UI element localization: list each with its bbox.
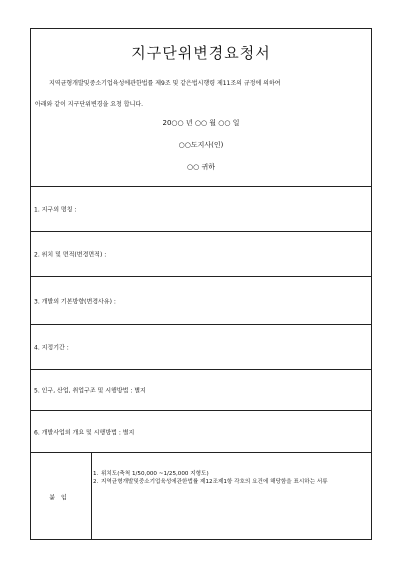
field-row-direction xyxy=(31,277,371,325)
attachments-section xyxy=(31,453,371,540)
intro-line-1: 지역균형개발및중소기업육성에관한법률 제9조 및 같은법시행령 제11조의 규정에 의하여 xyxy=(49,80,281,87)
attachments-label-cell xyxy=(31,453,92,540)
field-label: 4. 지정기간 : xyxy=(34,344,69,352)
field-label: 5. 인구, 산업, 취업구조 및 시행방법 : 별지 xyxy=(34,387,146,395)
field-label: 1. 지구의 명칭 : xyxy=(34,206,77,214)
field-label: 3. 개발의 기본방향(변경사유) : xyxy=(34,298,116,305)
attachment-text: 위치도(축척 1/50,000 ~1/25,000 지형도) xyxy=(101,471,209,477)
governor-signature: ○○도지사(인) xyxy=(178,141,224,149)
form-header xyxy=(31,29,371,187)
field-row-location xyxy=(31,232,371,277)
attachment-item xyxy=(93,478,369,486)
attachment-text: 지역균형개발및중소기업육성에관한법률 제12조제1항 각호의 요건에 해당함을 표시하는 서류 xyxy=(101,479,328,485)
field-row-project xyxy=(31,411,371,453)
request-date: 20○○ 년 ○○ 월 ○○ 일 xyxy=(162,119,240,127)
field-row-name xyxy=(31,187,371,232)
attachments-list xyxy=(93,470,369,486)
attachment-number: 2. xyxy=(93,479,99,485)
attachment-number: 1. xyxy=(93,471,99,477)
field-label: 2. 위치 및 면적(변경면적) : xyxy=(34,251,107,259)
addressee: ○○ 귀하 xyxy=(187,163,215,171)
field-row-period xyxy=(31,325,371,370)
field-label: 6. 개발사업의 개요 및 시행방법 : 별지 xyxy=(34,429,135,436)
intro-line-2: 아래와 같이 지구단위변경을 요청 합니다. xyxy=(35,101,144,108)
field-row-population xyxy=(31,370,371,411)
attachment-item xyxy=(93,470,369,478)
document-title: 지구단위변경요청서 xyxy=(131,44,271,62)
attachments-label: 붙임 xyxy=(49,494,73,501)
request-form xyxy=(30,28,372,540)
